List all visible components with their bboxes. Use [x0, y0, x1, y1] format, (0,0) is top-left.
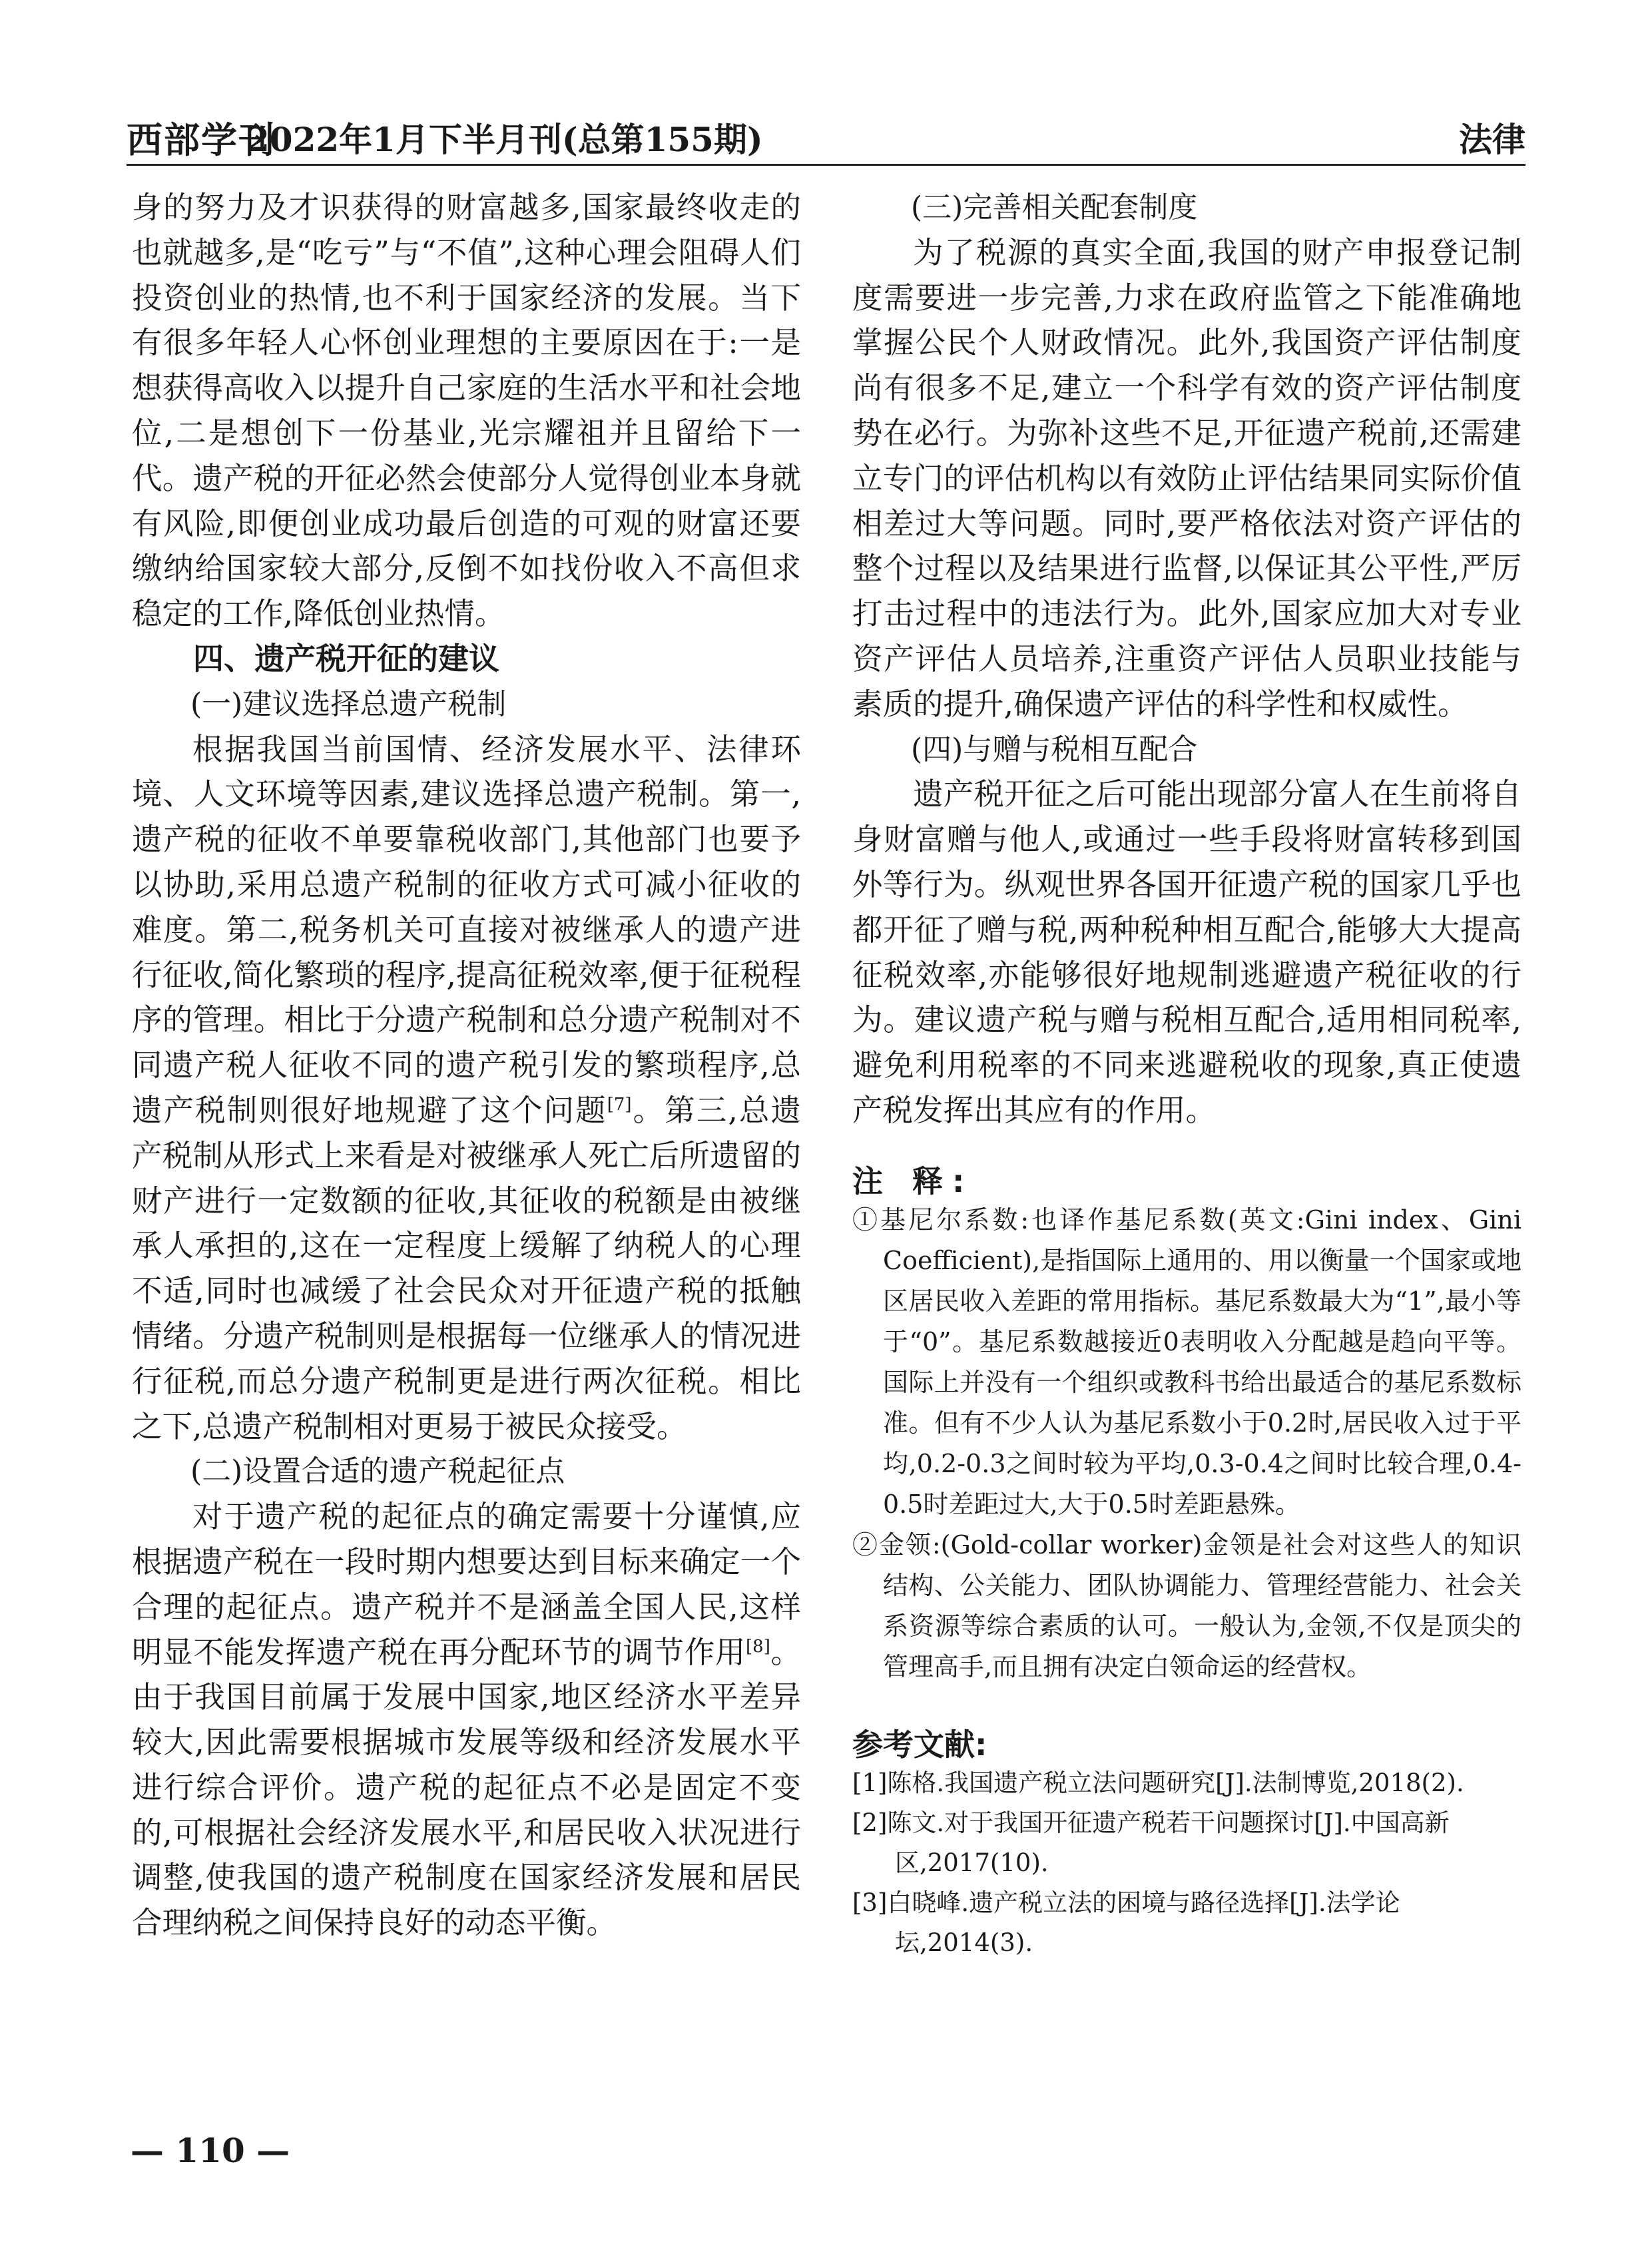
subsection-heading: (三)完善相关配套制度: [911, 190, 1198, 224]
footnote: ②金领:(Gold-collar worker)金领是社会对这些人的知识结构、公关能力、团队协调能力、管理经营能力、社会关系资源等综合素质的认可。一般认为,金领,不仅是顶尖的管理高手,而且拥有决定白领命运的经营权。: [852, 1530, 1521, 1681]
reference-item: [1]陈格.我国遗产税立法问题研究[J].法制博览,2018(2).: [852, 1768, 1464, 1797]
subsection-heading: (四)与赠与税相互配合: [911, 732, 1198, 766]
paragraph: 遗产税开征之后可能出现部分富人在生前将自身财富赠与他人,或通过一些手段将财富转移到国外等行为。纵观世界各国开征遗产税的国家几乎也都开征了赠与税,两种税种相互配合,能够大大提高征税效率,亦能够很好地规制逃避遗产税征收的行为。建议遗产税与赠与税相互配合,适用相同税率,避免利用税率的不同来逃避税收的现象,真正使遗产税发挥出其应有的作用。: [852, 776, 1521, 1128]
paragraph-text: 。第三,总遗产税制从形式上来看是对被继承人死亡后所遗留的财产进行一定数额的征收,其征收的税额是由被继承人承担的,这在一定程度上缓解了纳税人的心理不适,同时也减缓了社会民众对开征遗产税的抵触情绪。分遗产税制则是根据每一位继承人的情况进行征税,而总分遗产税制更是进行两次征税。相比之下,总遗产税制相对更易于被民众接受。: [132, 1092, 801, 1444]
reference-item: [3]白晓峰.遗产税立法的困境与路径选择[J].法学论坛,2014(3).: [852, 1888, 1400, 1957]
paragraph: 身的努力及才识获得的财富越多,国家最终收走的也就越多,是“吃亏”与“不值”,这种心理会阻碍人们投资创业的热情,也不利于国家经济的发展。当下有很多年轻人心怀创业理想的主要原因在于:一是想获得高收入以提升自己家庭的生活水平和社会地位,二是想创下一份基业,光宗耀祖并且留给下一代。遗产税的开征必然会使部分人觉得创业本身就有风险,即便创业成功最后创造的可观的财富还要缴纳给国家较大部分,反倒不如找份收入不高但求稳定的工作,降低创业热情。: [132, 190, 801, 632]
page-header: [127, 112, 1525, 161]
header-rule: [127, 164, 1525, 166]
issue-info: 2022年1月下半月刊(总第155期): [246, 120, 763, 159]
citation: [7]: [607, 1094, 632, 1115]
paragraph-text: 对于遗产税的起征点的确定需要十分谨慎,应根据遗产税在一段时期内想要达到目标来确定一个合理的起征点。遗产税并不是涵盖全国人民,这样明显不能发挥遗产税在再分配环节的调节作用: [132, 1499, 801, 1670]
section-heading: 四、遗产税开征的建议: [193, 640, 499, 677]
notes-heading: 注 释:: [852, 1163, 974, 1199]
subsection-heading: (一)建议选择总遗产税制: [190, 687, 507, 721]
subsection-heading: (二)设置合适的遗产税起征点: [190, 1454, 565, 1489]
left-column: [132, 185, 801, 1946]
paragraph-text: 根据我国当前国情、经济发展水平、法律环境、人文环境等因素,建议选择总遗产税制。第一,遗产税的征收不单要靠税收部门,其他部门也要予以协助,采用总遗产税制的征收方式可减小征收的难度。第二,税务机关可直接对被继承人的遗产进行征收,简化繁琐的程序,提高征税效率,便于征税程序的管理。相比于分遗产税制和总分遗产税制对不同遗产税人征收不同的遗产税引发的繁琐程序,总遗产税制则很好地规避了这个问题: [132, 731, 801, 1128]
references-heading: 参考文献:: [852, 1726, 987, 1763]
paragraph: [132, 1494, 801, 1946]
paragraph: 为了税源的真实全面,我国的财产申报登记制度需要进一步完善,力求在政府监管之下能准确地掌握公民个人财政情况。此外,我国资产评估制度尚有很多不足,建立一个科学有效的资产评估制度势在必行。为弥补这些不足,开征遗产税前,还需建立专门的评估机构以有效防止评估结果同实际价值相差过大等问题。同时,要严格依法对资产评估的整个过程以及结果进行监督,以保证其公平性,严厉打击过程中的违法行为。此外,国家应加大对专业资产评估人员培养,注重资产评估人员职业技能与素质的提升,确保遗产评估的科学性和权威性。: [852, 234, 1521, 722]
page-number: — 110 —: [131, 2131, 290, 2170]
journal-logo: 西部学刊: [127, 119, 276, 161]
paragraph: [132, 727, 801, 1450]
citation: [8]: [746, 1636, 770, 1657]
footnote: ①基尼尔系数:也译作基尼系数(英文:Gini index、Gini Coefficient),是指国际上通用的、用以衡量一个国家或地区居民收入差距的常用指标。基尼系数最大为“1”,最小等于“0”。基尼系数越接近0表明收入分配越是趋向平等。国际上并没有一个组织或教科书给出最适合的基尼系数标准。但有不少人认为基尼系数小于0.2时,居民收入过于平均,0.2-0.3之间时较为平均,0.3-0.4之间时比较合理,0.4-0.5时差距过大,大于0.5时差距悬殊。: [852, 1205, 1521, 1519]
right-column: [852, 185, 1521, 1963]
section-label: 法律: [1459, 120, 1525, 159]
reference-item: [2]陈文.对于我国开征遗产税若干问题探讨[J].中国高新区,2017(10).: [852, 1808, 1450, 1877]
paragraph-text: 。由于我国目前属于发展中国家,地区经济水平差异较大,因此需要根据城市发展等级和经济发展水平进行综合评价。遗产税的起征点不必是固定不变的,可根据社会经济发展水平,和居民收入状况进行调整,使我国的遗产税制度在国家经济发展和居民合理纳税之间保持良好的动态平衡。: [132, 1634, 801, 1941]
